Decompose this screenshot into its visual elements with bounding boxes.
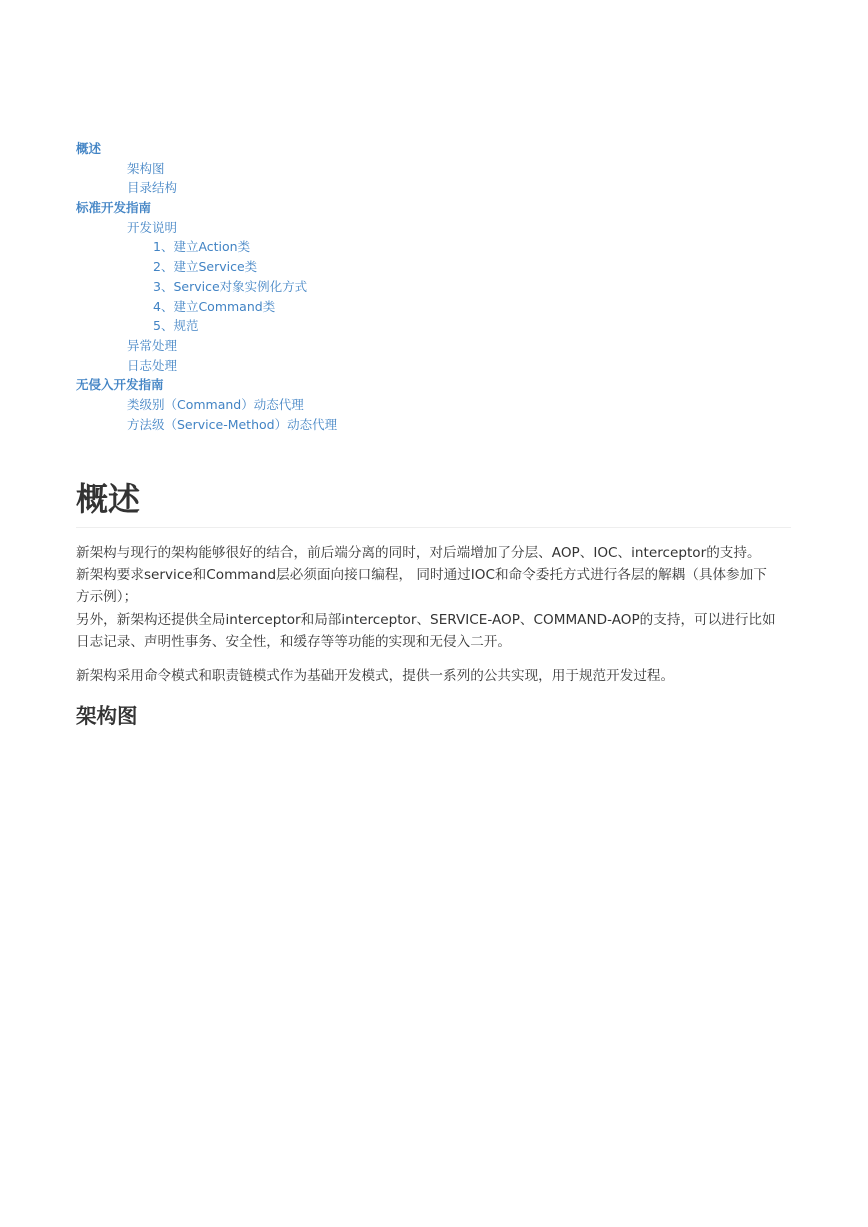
toc-link-directory-structure[interactable]: 目录结构 (127, 180, 178, 196)
toc-link-non-invasive-guide[interactable]: 无侵入开发指南 (76, 377, 164, 393)
toc-link-method-level-proxy[interactable]: 方法级（Service-Method）动态代理 (127, 416, 338, 432)
heading-architecture-diagram: 架构图 (76, 704, 138, 728)
toc-link-exception-handling[interactable]: 异常处理 (127, 337, 178, 353)
overview-paragraph (76, 542, 796, 653)
heading-overview: 概述 (76, 476, 791, 528)
overview-line-5: 日志记录、声明性事务、安全性，和缓存等等功能的实现和无侵入二开。 (76, 633, 511, 650)
table-of-contents (76, 139, 791, 434)
toc-link-standard-dev-guide[interactable]: 标准开发指南 (76, 200, 152, 216)
toc-link-overview[interactable]: 概述 (76, 141, 102, 156)
overview-line-3: 方示例）； (76, 589, 138, 606)
toc-link-create-action[interactable]: 1、建立Action类 (153, 239, 251, 255)
toc-link-service-instantiation[interactable]: 3、Service对象实例化方式 (153, 278, 308, 294)
patterns-paragraph: 新架构采用命令模式和职责链模式作为基础开发模式，提供一系列的公共实现，用于规范开发过程。 (76, 668, 675, 684)
overview-line-4: 另外，新架构还提供全局interceptor和局部interceptor、SERVICE-AOP、COMMAND-AOP的支持，可以进行比如 (76, 611, 776, 628)
overview-line-1: 新架构与现行的架构能够很好的结合，前后端分离的同时，对后端增加了分层、AOP、IOC、interceptor的支持。 (76, 545, 761, 561)
toc-link-create-service[interactable]: 2、建立Service类 (153, 259, 258, 275)
toc-link-architecture-diagram[interactable]: 架构图 (127, 160, 165, 176)
toc-link-conventions[interactable]: 5、规范 (153, 318, 199, 334)
toc-link-create-command[interactable]: 4、建立Command类 (153, 298, 276, 314)
toc-link-dev-notes[interactable]: 开发说明 (127, 219, 178, 235)
toc-link-class-level-proxy[interactable]: 类级别（Command）动态代理 (127, 396, 304, 412)
overview-line-2: 新架构要求service和Command层必须面向接口编程， 同时通过IOC和命令委托方式进行各层的解耦（具体参加下 (76, 567, 767, 584)
toc-link-logging[interactable]: 日志处理 (127, 357, 178, 373)
